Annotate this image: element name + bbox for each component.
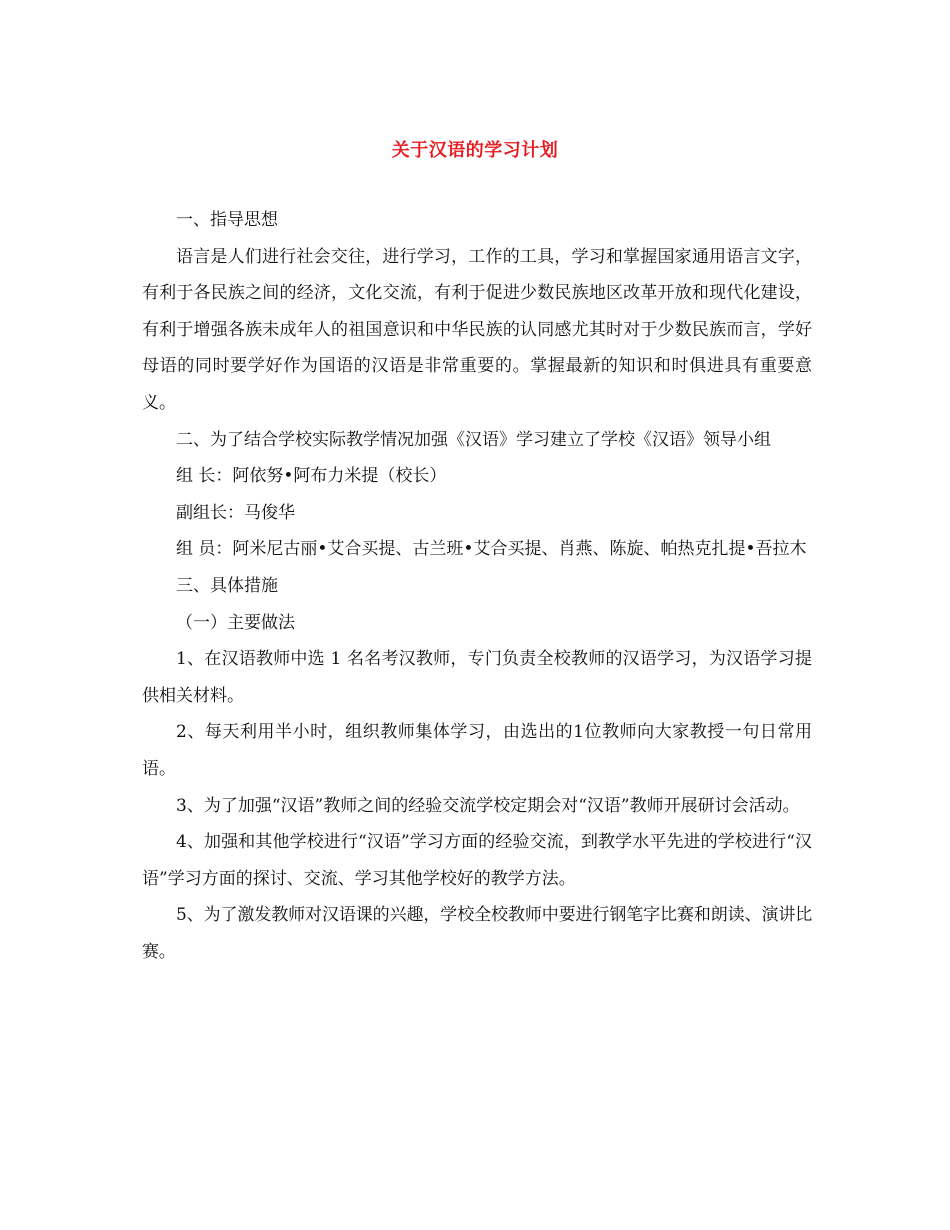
paragraph-language-importance: 语言是人们进行社会交往，进行学习，工作的工具，学习和掌握国家通用语言文字，有利于各民族之间的经济，文化交流，有利于促进少数民族地区改革开放和现代化建设，有利于增强各族未成年人的祖国意识和中华民族的认同感尤其时对于少数民族而言，学好母语的同时要学好作为国语的汉语是非常重要的。掌握最新的知识和时俱进具有重要意义。 — [142, 246, 812, 413]
section-heading-guiding-thought: 一、指导思想 — [176, 210, 278, 230]
group-leader-line: 组 长：阿依努•阿布力米提（校长） — [176, 466, 447, 487]
section-heading-leadership-group: 二、为了结合学校实际教学情况加强《汉语》学习建立了学校《汉语》领导小组 — [176, 429, 771, 450]
section-heading-measures: 三、具体措施 — [176, 575, 278, 596]
list-item-4: 4、加强和其他学校进行“汉语”学习方面的经验交流，到教学水平先进的学校进行“汉语”学习方面的探讨、交流、学习其他学校好的教学方法。 — [142, 832, 812, 889]
list-item-1: 1、在汉语教师中选 1 名名考汉教师，专门负责全校教师的汉语学习，为汉语学习提供相关材料。 — [142, 649, 812, 706]
list-item-2: 2、每天利用半小时，组织教师集体学习，由选出的1位教师向大家教授一句日常用语。 — [142, 722, 812, 779]
subsection-heading-main-methods: （一）主要做法 — [176, 612, 295, 633]
list-item-3: 3、为了加强“汉语”教师之间的经验交流学校定期会对“汉语”教师开展研讨会活动。 — [176, 795, 800, 816]
document-body — [142, 202, 812, 970]
group-members-line: 组 员：阿米尼古丽•艾合买提、古兰班•艾合买提、肖燕、陈旋、帕热克扎提•吾拉木 — [176, 539, 807, 560]
list-item-5: 5、为了激发教师对汉语课的兴趣，学校全校教师中要进行钢笔字比赛和朗读、演讲比赛。 — [142, 905, 812, 962]
document-title: 关于汉语的学习计划 — [391, 140, 559, 161]
deputy-leader-line: 副组长：马俊华 — [176, 502, 295, 523]
